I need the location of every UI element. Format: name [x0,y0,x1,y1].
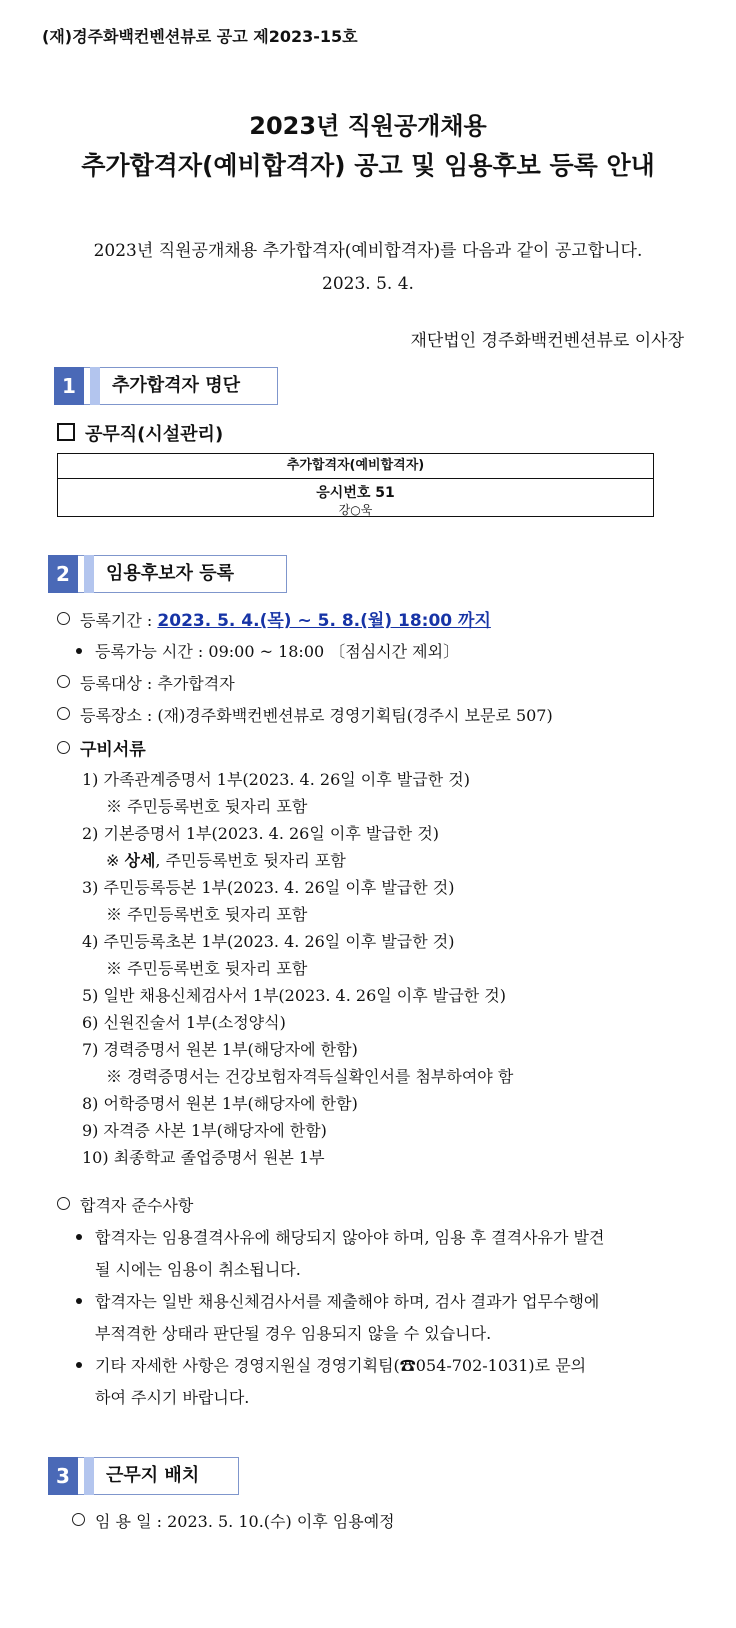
doc-item: 7) 경력증명서 원본 1부(해당자에 한함) [82,1040,358,1059]
subheading-public-service [57,420,223,446]
signature: 재단법인 경주화백컨벤션뷰로 이사장 [410,331,684,351]
successful-candidates-table [57,453,654,517]
required-docs-heading [57,735,146,760]
doc-item: 5) 일반 채용신체검사서 1부(2023. 4. 26일 이후 발급한 것) [82,986,506,1005]
circle-bullet-icon [72,1513,85,1526]
doc-item: 9) 자격증 사본 1부(해당자에 한함) [82,1121,327,1140]
compliance-item [76,1225,604,1248]
compliance-text: 합격자는 일반 채용신체검사서를 제출해야 하며, 검사 결과가 업무수행에 [95,1292,600,1311]
section-accent-bar [84,555,94,593]
bullet-dot-icon [76,1298,82,1304]
period-value: 2023. 5. 4.(목) ~ 5. 8.(월) 18:00 까지 [157,611,491,631]
registration-target [57,671,235,694]
circle-bullet-icon [57,675,70,688]
compliance-item-cont: 될 시에는 임용이 취소됩니다. [95,1260,301,1279]
doc-note: ※ 주민등록번호 뒷자리 포함 [106,905,308,924]
registration-hours [76,639,459,662]
announcement-date: 2023. 5. 4. [322,274,414,294]
doc-item: 3) 주민등록등본 1부(2023. 4. 26일 이후 발급한 것) [82,878,455,897]
circle-bullet-icon [57,1197,70,1210]
compliance-text: 합격자는 임용결격사유에 해당되지 않아야 하며, 임용 후 결격사유가 발견 [95,1228,605,1247]
bullet-dot-icon [76,1362,82,1368]
compliance-item-cont: 부적격한 상태라 판단될 경우 임용되지 않을 수 있습니다. [95,1324,492,1343]
intro-text: 2023년 직원공개채용 추가합격자(예비합격자)를 다음과 같이 공고합니다. [93,241,643,261]
compliance-text: 기타 자세한 사항은 경영지원실 경영기획팀(☎054-702-1031)로 문의 [95,1356,587,1375]
hours-text: 등록가능 시간 : 09:00 ~ 18:00 〔점심시간 제외〕 [95,642,460,661]
registration-place [57,703,553,726]
doc-item: 10) 최종학교 졸업증명서 원본 1부 [82,1148,325,1167]
doc-item: 4) 주민등록초본 1부(2023. 4. 26일 이후 발급한 것) [82,932,455,951]
target-text: 등록대상 : 추가합격자 [80,674,235,693]
doc-item: 1) 가족관계증명서 1부(2023. 4. 26일 이후 발급한 것) [82,770,470,789]
doc-item: 2) 기본증명서 1부(2023. 4. 26일 이후 발급한 것) [82,824,440,843]
doc-note: ※ 경력증명서는 건강보험자격득실확인서를 첨부하여야 함 [106,1067,514,1086]
doc-note: ※ 주민등록번호 뒷자리 포함 [106,959,308,978]
exam-number-cell: 응시번호 51 [316,485,395,501]
place-text: 등록장소 : (재)경주화백컨벤션뷰로 경영기획팀(경주시 보문로 507) [80,706,553,725]
compliance-item [76,1353,586,1376]
bullet-dot-icon [76,648,82,654]
section-number: 1 [54,367,84,405]
docs-title: 구비서류 [80,740,146,760]
circle-bullet-icon [57,707,70,720]
compliance-title: 합격자 준수사항 [80,1196,194,1215]
appointment-date [72,1509,395,1532]
section-3-heading [48,1457,238,1495]
note-emphasis: 상세 [124,851,156,870]
doc-note [106,848,346,871]
compliance-item-cont: 하여 주시기 바랍니다. [95,1388,250,1407]
section-number: 2 [48,555,78,593]
registration-period [57,606,491,631]
subheading-label: 공무직(시설관리) [85,424,224,445]
section-number: 3 [48,1457,78,1495]
doc-item: 8) 어학증명서 원본 1부(해당자에 한함) [82,1094,358,1113]
section-title: 추가합격자 명단 [84,367,278,405]
bullet-dot-icon [76,1234,82,1240]
candidate-name-cell: 강○욱 [338,503,373,517]
doc-item: 6) 신원진술서 1부(소정양식) [82,1013,286,1032]
table-header: 추가합격자(예비합격자) [58,454,653,479]
section-1-heading [54,367,276,405]
page-title-line1: 2023년 직원공개채용 [249,112,487,140]
circle-bullet-icon [57,741,70,754]
note-mark: ※ [106,851,125,870]
section-accent-bar [90,367,100,405]
checkbox-square-icon [57,423,75,441]
compliance-item [76,1289,599,1312]
period-label: 등록기간 : [80,611,153,630]
notice-number: (재)경주화백컨벤션뷰로 공고 제2023-15호 [42,27,358,46]
page-title-line2: 추가합격자(예비합격자) 공고 및 임용후보 등록 안내 [81,151,655,180]
appointment-text: 임 용 일 : 2023. 5. 10.(수) 이후 임용예정 [95,1512,395,1531]
section-2-heading [48,555,286,593]
doc-note: ※ 주민등록번호 뒷자리 포함 [106,797,308,816]
section-title: 근무지 배치 [78,1457,239,1495]
circle-bullet-icon [57,612,70,625]
note-rest: , 주민등록번호 뒷자리 포함 [155,851,346,870]
section-title: 임용후보자 등록 [78,555,287,593]
section-accent-bar [84,1457,94,1495]
compliance-heading [57,1193,193,1216]
